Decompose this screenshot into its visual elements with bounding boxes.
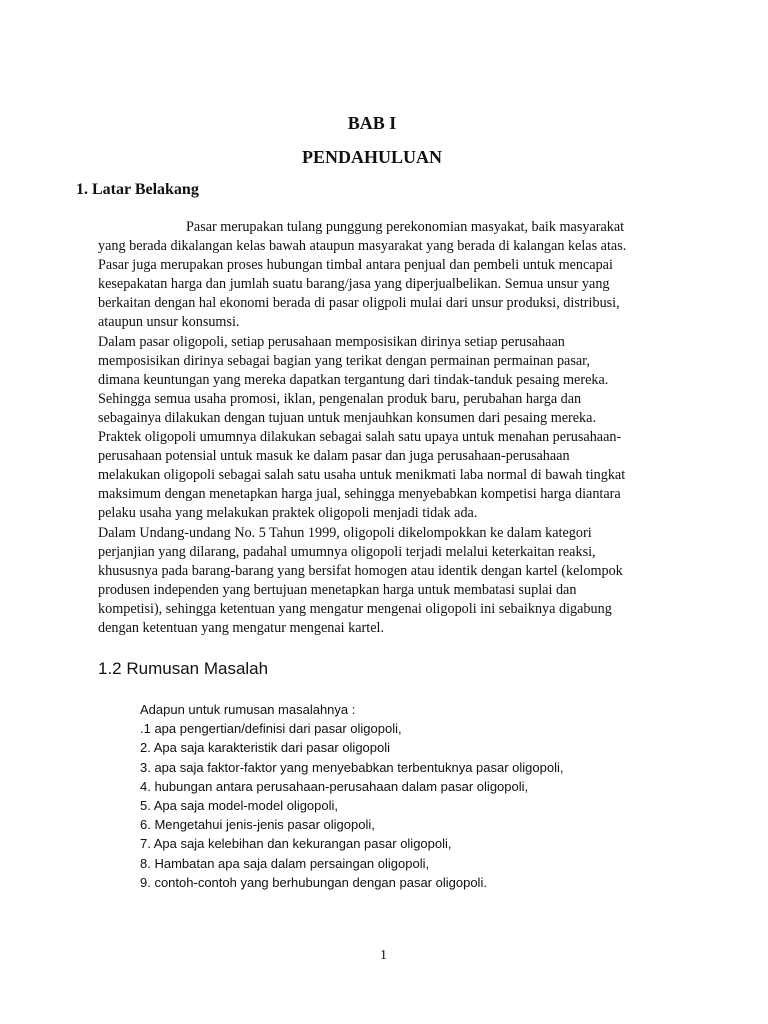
body-line: memposisikan dirinya sebagai bagian yang terikat dengan permainan permainan pasar,	[98, 352, 590, 369]
body-line: melakukan oligopoli sebagai salah satu usaha untuk menikmati laba normal di bawah tingkat	[98, 467, 626, 484]
body-line: ataupun unsur konsumsi.	[98, 314, 240, 331]
body-line: kompetisi), sehingga ketentuan yang mengatur mengenai oligopoli ini sebaiknya digabung	[98, 600, 612, 617]
list-item: .1 apa pengertian/definisi dari pasar oligopoli,	[140, 721, 402, 737]
body-line: berkaitan dengan hal ekonomi berada di pasar oligpoli mulai dari unsur produksi, distribusi,	[98, 295, 620, 312]
body-line: dimana keuntungan yang mereka dapatkan tergantung dari tindak-tanduk pesaing mereka.	[98, 371, 609, 388]
body-line: pelaku usaha yang melakukan praktek oligopoli menjadi tidak ada.	[98, 505, 478, 522]
list-item: 7. Apa saja kelebihan dan kekurangan pasar oligopoli,	[140, 836, 452, 852]
chapter-title: PENDAHULUAN	[301, 147, 442, 167]
body-line: Pasar merupakan tulang punggung perekonomian masyakat, baik masyarakat	[186, 219, 625, 235]
list-item: 9. contoh-contoh yang berhubungan dengan pasar oligopoli.	[140, 874, 487, 890]
body-line: sebagainya dilakukan dengan tujuan untuk menjauhkan konsumen dari pesaing mereka.	[98, 409, 596, 426]
section-heading-latar-belakang: 1. Latar Belakang	[76, 181, 199, 198]
list-item: 2. Apa saja karakteristik dari pasar oligopoli	[140, 740, 391, 756]
body-line: Dalam pasar oligopoli, setiap perusahaan memposisikan dirinya setiap perusahaan	[98, 333, 565, 350]
page-number: 1	[380, 948, 387, 963]
body-line: khususnya pada barang-barang yang bersifat homogen atau identik dengan kartel (kelompok	[98, 562, 623, 579]
body-line: kesepakatan harga dan jumlah suatu barang/jasa yang diperjualbelikan. Semua unsur yang	[98, 276, 610, 293]
chapter-number: BAB I	[347, 113, 397, 133]
list-intro: Adapun untuk rumusan masalahnya :	[140, 702, 356, 717]
section-body	[98, 218, 698, 638]
section-heading-rumusan-masalah: 1.2 Rumusan Masalah	[98, 659, 269, 678]
body-line: dengan ketentuan yang mengatur mengenai kartel.	[98, 619, 385, 636]
list-item: 8. Hambatan apa saja dalam persaingan oligopoli,	[140, 855, 430, 871]
list-item: 4. hubungan antara perusahaan-perusahaan dalam pasar oligopoli,	[140, 778, 529, 794]
body-line: perjanjian yang dilarang, padahal umumnya oligopoli terjadi melalui keterkaitan reaksi,	[98, 543, 596, 560]
body-line: perusahaan potensial untuk masuk ke dalam pasar dan juga perusahaan-perusahaan	[98, 448, 570, 465]
body-line: Sehingga semua usaha promosi, iklan, pengenalan produk baru, perubahan harga dan	[98, 390, 582, 407]
body-line: Pasar juga merupakan proses hubungan timbal antara penjual dan pembeli untuk mencapai	[98, 257, 613, 274]
list-item: 6. Mengetahui jenis-jenis pasar oligopoli,	[140, 817, 375, 833]
body-line: Praktek oligopoli umumnya dilakukan sebagai salah satu upaya untuk menahan perusahaan-	[98, 429, 622, 446]
body-line: maksimum dengan menetapkan harga jual, sehingga menyebabkan kompetisi harga diantara	[98, 486, 621, 503]
body-line: Dalam Undang-undang No. 5 Tahun 1999, oligopoli dikelompokkan ke dalam kategori	[98, 524, 592, 541]
problem-list	[140, 700, 563, 892]
body-line: yang berada dikalangan kelas bawah ataupun masyarakat yang berada di kalangan kelas atas.	[98, 238, 627, 255]
list-item: 5. Apa saja model-model oligopoli,	[140, 798, 339, 814]
list-item: 3. apa saja faktor-faktor yang menyebabkan terbentuknya pasar oligopoli,	[140, 759, 564, 775]
body-line: produsen independen yang bertujuan menetapkan harga untuk membatasi suplai dan	[98, 581, 577, 598]
